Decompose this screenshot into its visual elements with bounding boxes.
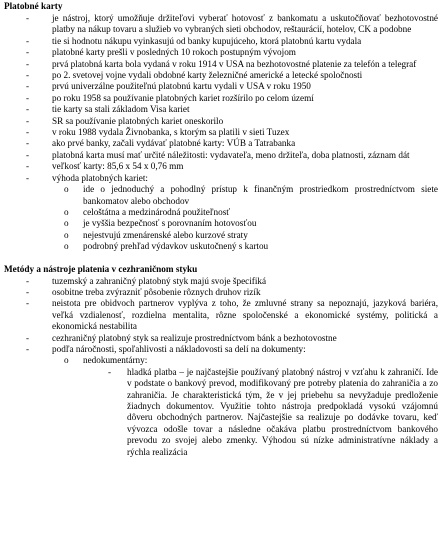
bullet-marker: o [64,241,69,252]
list-item-text: osobitne treba zvýrazniť pôsobenie rôznych druhov rizík [52,286,261,297]
bullet-marker: o [64,206,69,217]
list-item [4,173,438,184]
list-item-text: prvá platobná karta bola vydaná v roku 1914 v USA na bezhotovostné platenie za telefón a telegraf [52,58,417,69]
dash-marker: - [26,138,30,149]
dash-marker: - [26,104,30,115]
dash-marker: - [26,298,30,309]
dash-marker: - [26,332,30,343]
dash-marker: - [26,161,30,172]
list-item-text: platobná karta musí mať určité náležitosti: vydavateľa, meno držiteľa, doba platnosti, záznam dát [52,149,410,160]
sub-list-item [4,241,438,252]
bullet-marker: o [64,229,69,240]
list-item [4,59,438,70]
sub-list-item-nondocumentary [4,355,438,366]
advantages-list [4,184,438,252]
dash-marker: - [26,286,30,297]
list-item [4,333,438,344]
section-title-cross-border: Metódy a nástroje platenia v cezhraničnom styku [4,263,198,274]
bullet-marker: o [64,218,69,229]
list-item-text: je nástroj, ktorý umožňuje držiteľovi vyberať hotovosť z bankomatu a uskutočňovať bezhotovostné platby na nákup tovaru a služieb vo vybraných sieti obchodov, reštaurácií, hotelov, CK a podobne [52,13,438,35]
list-item [4,81,438,92]
list-item-text: prvú univerzálne použiteľnú platobnú kartu vydali v USA v roku 1950 [52,81,311,92]
sub-list-item [4,230,438,241]
dash-marker: - [26,81,30,92]
list-item [4,104,438,115]
dash-marker: - [26,13,30,23]
bullet-marker: o [64,184,69,195]
list-item [4,276,438,287]
list-item-text: tie karty sa stali základom Visa kariet [52,104,190,115]
bullet-marker: o [64,355,69,366]
list-item [4,93,438,104]
list-item-text: po 2. svetovej vojne vydali obdobné karty železničné americké a letecké spoločnosti [52,70,363,81]
dash-marker: - [26,92,30,103]
list-item [4,13,438,36]
list-item [4,70,438,81]
paragraph-text: hladká platba – je najčastejšie používaný platobný nástroj v vzťahu k zahraničí. Ide v podstate o bankový prevod, modifikovaný pre potreby platenia do zahraničia a zo zahraničia. Je charakteristická tým, že v jej priebehu sa nevyžaduje predloženie žiadnych dokumentov. Využitie tohto nástroja predpokladá vysokú vzájomnú dôveru obchodných partnerov. Najčastejšie sa realizuje po dodávke tovaru, keď vývozca odošle tovar a následne očakáva platbu prostredníctvom bankového prevodu zo svojej alebo zmenky. Výhodou sú nízke administratívne náklady a rýchla realizácia [127,366,438,457]
sub-list-item-text: celoštátna a medzinárodná použiteľnosť [83,206,231,217]
dash-marker: - [26,70,30,81]
list-item [4,287,438,298]
section-title-payment-cards: Platobné karty [4,1,63,11]
list-item [4,344,438,355]
sub-list-item-text: je vyššia bezpečnosť s porovnaním hotovosťou [83,218,257,229]
dash-marker: - [26,127,30,138]
list-item-text: neistota pre obidvoch partnerov vyplýva z toho, že zmluvné strany sa nepoznajú, jazyková bariéra, veľká vzdialenosť, rozdielna mentalita, rôzne spoločenské a ekonomické systémy, politická a ekonomická nestabilita [52,298,438,332]
list-item-text: ako prvé banky, začali vydávať platobné karty: VÚB a Tatrabanka [52,138,296,149]
list-item-text: platobné karty prešli v posledných 10 rokoch postupným vývojom [52,47,296,58]
list-item-text: SR sa používanie platobných kariet oneskorilo [52,115,224,126]
list-item [4,150,438,161]
list-item-text: v roku 1988 vydala Živnobanka, s ktorým sa platili v sieti Tuzex [52,127,290,138]
list-item [4,36,438,47]
dash-marker: - [26,47,30,58]
dash-marker: - [26,172,30,183]
list-item-text: výhoda platobných kariet: [52,172,148,183]
list-item [4,298,438,332]
sub-list-item [4,218,438,229]
dash-marker: - [26,58,30,69]
sub-list-item [4,207,438,218]
dash-marker: - [26,343,30,354]
dash-marker: - [26,35,30,46]
sub-list-item-text: podrobný prehľad výdavkov uskutočnený s kartou [83,241,269,252]
list-item [4,161,438,172]
list-item-text: veľkosť karty: 85,6 x 54 x 0,76 mm [52,161,184,172]
list-item [4,116,438,127]
list-item-text: po roku 1958 sa používanie platobných kariet rozšírilo po celom území [52,92,314,103]
dash-marker: - [26,115,30,126]
cross-border-list [4,276,438,356]
list-item [4,127,438,138]
list-item [4,47,438,58]
list-item-text: podľa náročnosti, spoľahlivosti a nákladovosti sa delí na dokumenty: [52,343,306,354]
section-spacer [4,253,438,264]
dash-marker: - [26,149,30,160]
dash-marker: - [26,275,30,286]
list-item-text: cezhraničný platobný styk sa realizuje prostredníctvom bánk a bezhotovostne [52,332,337,343]
sub-list-item [4,184,438,207]
list-item-text: tuzemský a zahraničný platobný styk majú svoje špecifiká [52,275,267,286]
sub-list-item-text: nejestvujú zmenárenské alebo kurzové straty [83,229,248,240]
list-item-text: tie si hodnotu nákupu vyinkasujú od banky kupujúceho, ktorá platobnú kartu vydala [52,35,362,46]
sub-list-item-text: nedokumentárny: [83,355,148,366]
payment-cards-list [4,13,438,184]
sub-list-item-text: ide o jednoduchý a pohodlný prístup k finančným prostriedkom prostredníctvom siete bankomatov alebo obchodov [83,184,438,206]
list-item [4,138,438,149]
dash-marker: - [108,366,112,377]
smooth-payment-paragraph [4,367,438,458]
